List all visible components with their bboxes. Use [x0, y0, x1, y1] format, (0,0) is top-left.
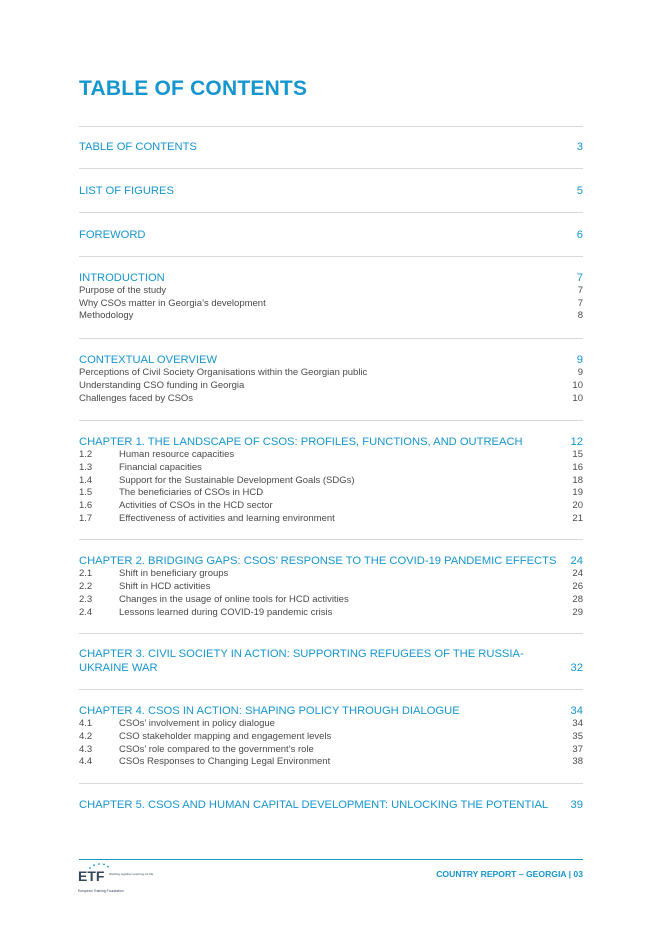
toc-subentry[interactable]: [79, 285, 583, 298]
logo-mark: ETF: [78, 868, 105, 884]
toc-subentry-number: 4.3: [79, 743, 93, 755]
toc-subentry-number: 2.2: [79, 581, 93, 593]
toc-heading-label: INTRODUCTION: [79, 272, 165, 284]
toc-section: [79, 256, 583, 338]
toc-subentry-number: 1.2: [79, 449, 93, 461]
toc-subentry-label: Support for the Sustainable Development Goals (SDGs): [119, 474, 355, 486]
toc-subentry-page: 37: [572, 743, 583, 755]
toc-subentry-number: 1.3: [79, 461, 93, 473]
toc-heading-link[interactable]: [79, 798, 583, 812]
toc-heading-link[interactable]: [79, 184, 583, 198]
toc-section: [79, 168, 583, 212]
etf-logo-icon: [77, 862, 154, 896]
toc-subentry[interactable]: [79, 756, 583, 769]
toc-subentry[interactable]: [79, 380, 583, 393]
toc-heading-page: 6: [576, 229, 583, 241]
toc-subentry-page: 21: [572, 512, 583, 524]
toc-subentry[interactable]: [79, 462, 583, 475]
toc-heading-page: 32: [570, 662, 583, 675]
table-of-contents: [79, 126, 583, 826]
logo-tagline: Working together Learning for life: [109, 872, 154, 876]
toc-subentry-number: 4.1: [79, 718, 93, 730]
toc-subentry-page: 35: [572, 730, 583, 742]
page-title: TABLE OF CONTENTS: [79, 77, 308, 100]
toc-subentry[interactable]: [79, 607, 583, 620]
toc-heading-label: CHAPTER 1. THE LANDSCAPE OF CSOS: PROFILES, FUNCTIONS, AND OUTREACH: [79, 436, 523, 449]
toc-heading-label: CHAPTER 5. CSOS AND HUMAN CAPITAL DEVELOPMENT: UNLOCKING THE POTENTIAL: [79, 799, 549, 812]
toc-subentry-label: CSOs Responses to Changing Legal Environment: [119, 756, 331, 768]
toc-heading-link[interactable]: [79, 435, 583, 449]
toc-subentry-page: 8: [577, 310, 583, 322]
toc-subentry-page: 34: [572, 718, 583, 730]
toc-subentry-page: 7: [577, 285, 583, 296]
toc-subentry-label: Challenges faced by CSOs: [79, 392, 194, 404]
toc-subentry-page: 26: [572, 581, 583, 593]
toc-subentry-label: Shift in beneficiary groups: [119, 568, 229, 580]
toc-subentry-label: Effectiveness of activities and learning environment: [119, 512, 335, 524]
toc-subentry-label: Methodology: [79, 310, 134, 322]
toc-subentry-number: 2.1: [79, 568, 93, 580]
toc-heading-label: LIST OF FIGURES: [79, 185, 174, 197]
toc-subentry[interactable]: [79, 393, 583, 406]
toc-subentry-label: Understanding CSO funding in Georgia: [79, 379, 245, 391]
toc-subentry-page: 7: [577, 297, 583, 309]
toc-heading-page: 24: [570, 555, 583, 568]
toc-subentry-label: Changes in the usage of online tools for HCD activities: [119, 593, 349, 605]
toc-subentry-label: Lessons learned during COVID-19 pandemic crisis: [119, 606, 333, 618]
toc-subentry-label: Activities of CSOs in the HCD sector: [119, 500, 273, 512]
toc-section: [79, 420, 583, 539]
toc-heading-page: 3: [576, 141, 583, 153]
toc-subentry[interactable]: [79, 487, 583, 500]
toc-heading-link[interactable]: [79, 704, 583, 718]
toc-subentry-number: 4.4: [79, 756, 93, 768]
toc-section: [79, 633, 583, 689]
toc-subentry-number: 2.4: [79, 606, 93, 618]
toc-section: [79, 126, 583, 168]
toc-subentry-label: Financial capacities: [119, 461, 202, 473]
logo-org-name: European Training Foundation: [78, 889, 124, 893]
toc-subentry-page: 24: [572, 568, 583, 580]
toc-heading-page: 7: [576, 272, 583, 284]
toc-section: [79, 212, 583, 256]
toc-heading-label: CONTEXTUAL OVERVIEW: [79, 354, 218, 367]
toc-heading-label: CHAPTER 2. BRIDGING GAPS: CSOS’ RESPONSE TO THE COVID-19 PANDEMIC EFFECTS: [79, 555, 557, 568]
toc-heading-link[interactable]: [79, 554, 583, 568]
toc-heading-label: CHAPTER 3. CIVIL SOCIETY IN ACTION: SUPPORTING REFUGEES OF THE RUSSIA-UKRAINE WAR: [79, 648, 524, 675]
toc-heading-label: TABLE OF CONTENTS: [79, 141, 197, 153]
toc-section: [79, 539, 583, 633]
toc-subentry-page: 38: [572, 756, 583, 768]
toc-subentry-number: 1.4: [79, 474, 93, 486]
toc-subentry-page: 15: [572, 449, 583, 461]
toc-subentry-number: 1.7: [79, 512, 93, 524]
toc-subentry[interactable]: [79, 568, 583, 581]
toc-subentry-label: Human resource capacities: [119, 449, 235, 461]
toc-subentry-label: Shift in HCD activities: [119, 581, 211, 593]
toc-subentry-label: Purpose of the study: [79, 285, 167, 296]
toc-subentry[interactable]: [79, 594, 583, 607]
toc-heading-label: FOREWORD: [79, 229, 146, 241]
toc-subentry-number: 4.2: [79, 730, 93, 742]
toc-section: [79, 338, 583, 420]
toc-subentry[interactable]: [79, 310, 583, 323]
toc-subentry[interactable]: [79, 744, 583, 757]
toc-subentry-page: 28: [572, 593, 583, 605]
footer-report-label: COUNTRY REPORT – GEORGIA | 03: [436, 869, 583, 879]
toc-subentry[interactable]: [79, 513, 583, 526]
toc-subentry-number: 2.3: [79, 593, 93, 605]
toc-section: [79, 783, 583, 826]
toc-subentry-label: CSO stakeholder mapping and engagement levels: [119, 730, 332, 742]
toc-subentry[interactable]: [79, 581, 583, 594]
toc-subentry[interactable]: [79, 298, 583, 311]
toc-heading-link[interactable]: [79, 228, 583, 242]
toc-heading-page: 39: [570, 799, 583, 812]
toc-subentry-number: 1.6: [79, 500, 93, 512]
toc-heading-link[interactable]: [79, 271, 583, 285]
toc-subentry-page: 16: [572, 461, 583, 473]
toc-section: [79, 689, 583, 783]
toc-subentry-label: CSOs’ involvement in policy dialogue: [119, 718, 275, 730]
toc-subentry[interactable]: [79, 731, 583, 744]
toc-heading-page: 12: [570, 436, 583, 449]
toc-subentry-label: CSOs’ role compared to the government’s role: [119, 743, 314, 755]
toc-subentry[interactable]: [79, 475, 583, 488]
toc-subentry-number: 1.5: [79, 487, 93, 499]
toc-heading-link[interactable]: [79, 140, 583, 154]
toc-subentry[interactable]: [79, 367, 583, 380]
toc-subentry-page: 29: [572, 606, 583, 618]
toc-heading-page: 34: [570, 705, 583, 718]
toc-subentry[interactable]: [79, 500, 583, 513]
toc-heading-label: CHAPTER 4. CSOS IN ACTION: SHAPING POLICY THROUGH DIALOGUE: [79, 705, 460, 718]
toc-subentry-page: 9: [577, 367, 583, 379]
toc-subentry-page: 20: [572, 500, 583, 512]
toc-subentry[interactable]: [79, 718, 583, 731]
toc-subentry-label: Perceptions of Civil Society Organisations within the Georgian public: [79, 367, 368, 379]
toc-heading-page: 9: [576, 354, 583, 367]
toc-subentry-label: The beneficiaries of CSOs in HCD: [119, 487, 264, 499]
toc-subentry[interactable]: [79, 449, 583, 462]
toc-subentry-page: 10: [572, 379, 583, 391]
toc-subentry-label: Why CSOs matter in Georgia’s development: [79, 297, 266, 309]
toc-subentry-page: 19: [572, 487, 583, 499]
toc-subentry-page: 18: [572, 474, 583, 486]
toc-heading-page: 5: [576, 185, 583, 197]
toc-heading-link[interactable]: [79, 647, 583, 675]
toc-subentry-page: 10: [572, 392, 583, 404]
footer-divider: [79, 859, 583, 860]
toc-heading-link[interactable]: [79, 353, 583, 367]
